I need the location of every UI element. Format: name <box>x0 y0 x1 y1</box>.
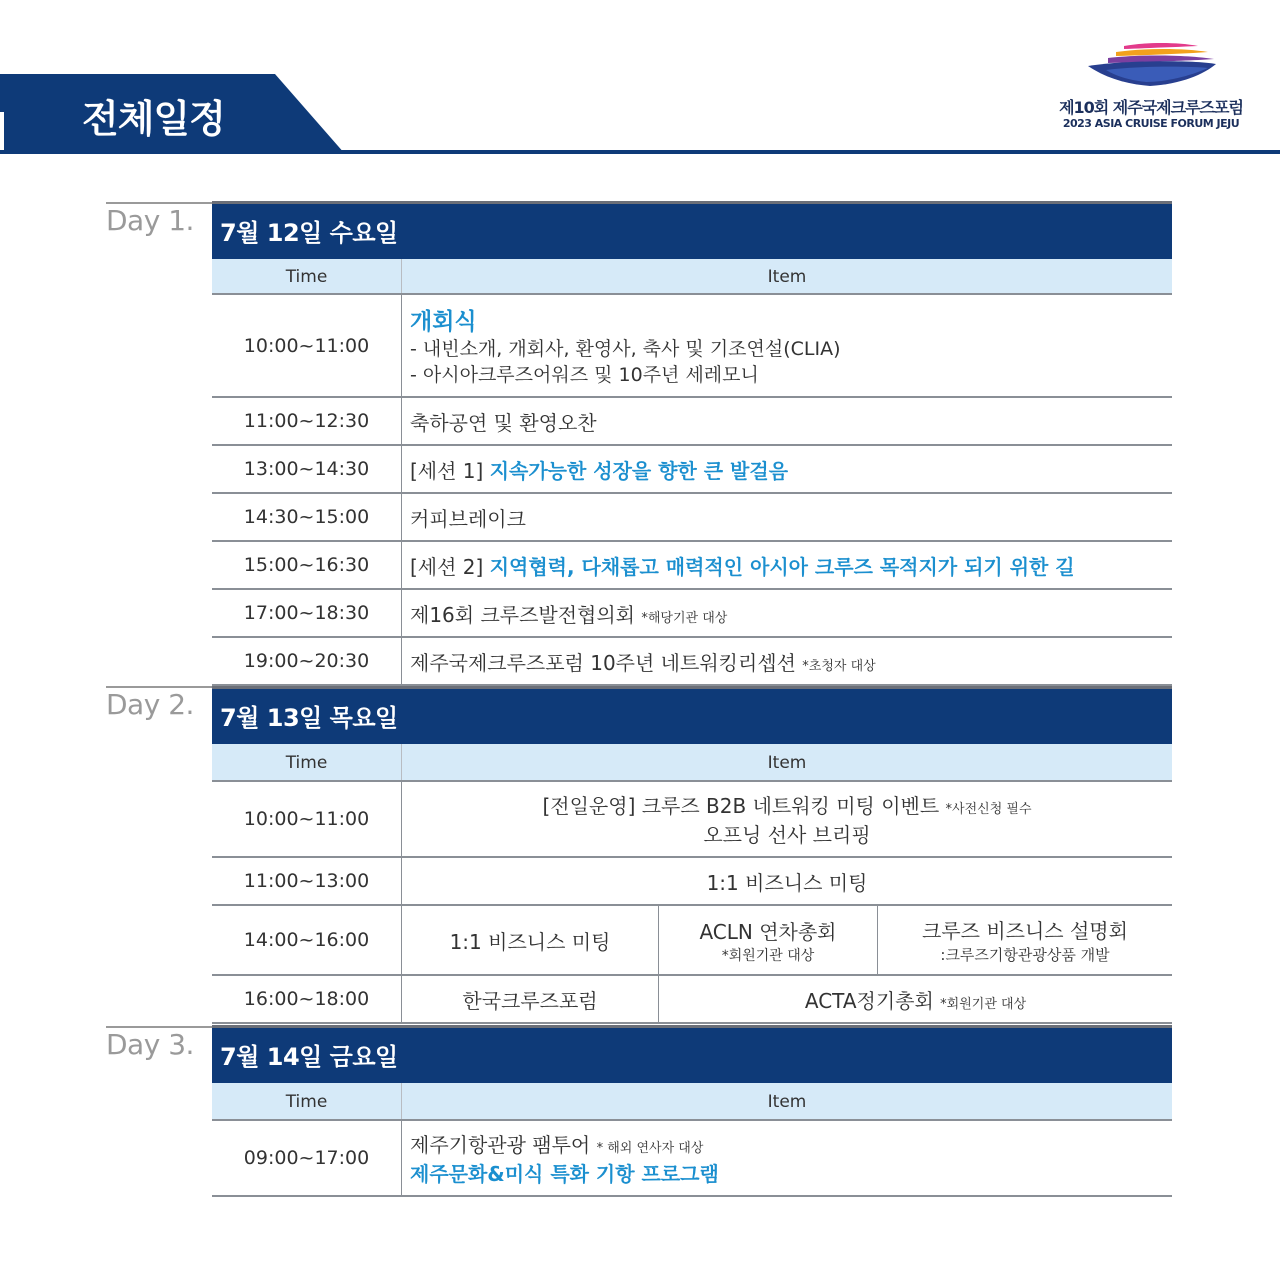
row-item: 축하공연 및 환영오찬 <box>410 410 597 435</box>
table-row <box>212 858 1172 906</box>
day-2-rule <box>106 686 212 688</box>
header-accent <box>0 112 4 150</box>
cell-text: ACLN 연차총회 <box>699 919 837 944</box>
split-cell <box>402 906 659 974</box>
row-note: * 해외 연사자 대상 <box>596 1141 704 1156</box>
item-column-header: Item <box>767 1092 807 1112</box>
row-time: 14:30~15:00 <box>212 494 402 540</box>
day-1-date: 7월 12일 수요일 <box>212 201 1172 259</box>
row-text: 제주기항관광 팸투어 <box>410 1133 591 1157</box>
item-column-header: Item <box>767 267 807 287</box>
row-time: 10:00~11:00 <box>212 782 402 856</box>
row-time: 11:00~13:00 <box>212 858 402 904</box>
row-item <box>402 782 1172 856</box>
row-time: 16:00~18:00 <box>212 976 402 1022</box>
day-3-rule <box>106 1026 212 1028</box>
row-split-cells <box>402 976 1172 1022</box>
row-detail-line: - 아시아크루즈어워즈 및 10주년 세레모니 <box>410 364 759 386</box>
day-3-schedule <box>212 1025 1172 1197</box>
row-time: 13:00~14:30 <box>212 446 402 492</box>
page-title: 전체일정 <box>82 97 225 141</box>
table-row <box>212 976 1172 1024</box>
cell-text: 1:1 비즈니스 미팅 <box>449 929 611 954</box>
time-column-header: Time <box>212 1083 402 1119</box>
day-1-rule <box>106 202 212 204</box>
day-2-schedule <box>212 686 1172 1024</box>
row-detail-line: - 내빈소개, 개회사, 환영사, 축사 및 기조연설(CLIA) <box>410 338 841 360</box>
day-1-schedule <box>212 201 1172 686</box>
session-prefix: [세션 1] <box>410 458 490 483</box>
row-item <box>402 638 1172 684</box>
table-row <box>212 638 1172 686</box>
row-text: 제주국제크루즈포럼 10주년 네트워킹리셉션 <box>410 650 796 675</box>
row-split-cells <box>402 906 1172 974</box>
row-time: 09:00~17:00 <box>212 1121 402 1195</box>
forum-logo-icon <box>1086 38 1218 90</box>
item-column-header: Item <box>767 753 807 773</box>
row-item <box>402 295 1172 396</box>
row-note: *초청자 대상 <box>802 658 876 674</box>
cell-text: 한국크루즈포럼 <box>462 988 598 1013</box>
row-item <box>402 542 1172 588</box>
program-title: 제주문화&미식 특화 기항 프로그램 <box>410 1162 719 1186</box>
session-title: 지역협력, 다채롭고 매력적인 아시아 크루즈 목적지가 되기 위한 길 <box>489 554 1075 579</box>
row-text-line2: 오프닝 선사 브리핑 <box>703 823 871 847</box>
split-cell <box>659 976 1172 1022</box>
cell-text: 크루즈 비즈니스 설명회 <box>922 919 1128 943</box>
time-column-header: Time <box>212 259 402 293</box>
day-3-date: 7월 14일 금요일 <box>212 1025 1172 1083</box>
row-item: 1:1 비즈니스 미팅 <box>706 870 868 895</box>
table-row <box>212 782 1172 858</box>
day-3-column-header <box>212 1083 1172 1121</box>
table-row <box>212 542 1172 590</box>
day-2-label: Day 2. <box>106 688 194 721</box>
row-note: *사전신청 필수 <box>945 802 1032 817</box>
table-row <box>212 1121 1172 1197</box>
logo-title: 제10회 제주국제크루즈포럼 <box>1059 98 1243 117</box>
row-item: 커피브레이크 <box>410 506 526 531</box>
session-title: 지속가능한 성장을 향한 큰 발걸음 <box>489 458 789 483</box>
day-1-column-header <box>212 259 1172 295</box>
table-row <box>212 398 1172 446</box>
split-cell <box>402 976 659 1022</box>
session-prefix: [세션 2] <box>410 554 490 579</box>
day-1-label: Day 1. <box>106 204 194 237</box>
row-time: 19:00~20:30 <box>212 638 402 684</box>
row-time: 10:00~11:00 <box>212 295 402 396</box>
row-time: 14:00~16:00 <box>212 906 402 974</box>
time-column-header: Time <box>212 744 402 780</box>
cell-note: *회원기관 대상 <box>721 947 815 964</box>
split-cell <box>659 906 878 974</box>
row-time: 11:00~12:30 <box>212 398 402 444</box>
row-text: [전일운영] 크루즈 B2B 네트워킹 미팅 이벤트 <box>542 794 940 818</box>
day-2-column-header <box>212 744 1172 782</box>
row-item <box>402 590 1172 636</box>
table-row <box>212 295 1172 398</box>
cell-note: :크루즈기항관광상품 개발 <box>940 946 1110 964</box>
day-2-date: 7월 13일 목요일 <box>212 686 1172 744</box>
table-row <box>212 446 1172 494</box>
table-row <box>212 494 1172 542</box>
logo-subtitle: 2023 ASIA CRUISE FORUM JEJU <box>1062 117 1240 130</box>
row-note: *해당기관 대상 <box>641 610 728 626</box>
header-divider <box>0 150 1280 154</box>
row-item <box>402 1121 1172 1195</box>
day-3-label: Day 3. <box>106 1028 194 1061</box>
row-time: 17:00~18:30 <box>212 590 402 636</box>
row-time: 15:00~16:30 <box>212 542 402 588</box>
table-row <box>212 906 1172 976</box>
cell-text: ACTA정기총회 <box>804 988 934 1013</box>
cell-note: *회원기관 대상 <box>940 996 1027 1012</box>
opening-ceremony-title: 개회식 <box>410 309 477 335</box>
row-item <box>402 446 1172 492</box>
row-text: 제16회 크루즈발전협의회 <box>410 602 636 627</box>
split-cell <box>878 906 1172 974</box>
table-row <box>212 590 1172 638</box>
